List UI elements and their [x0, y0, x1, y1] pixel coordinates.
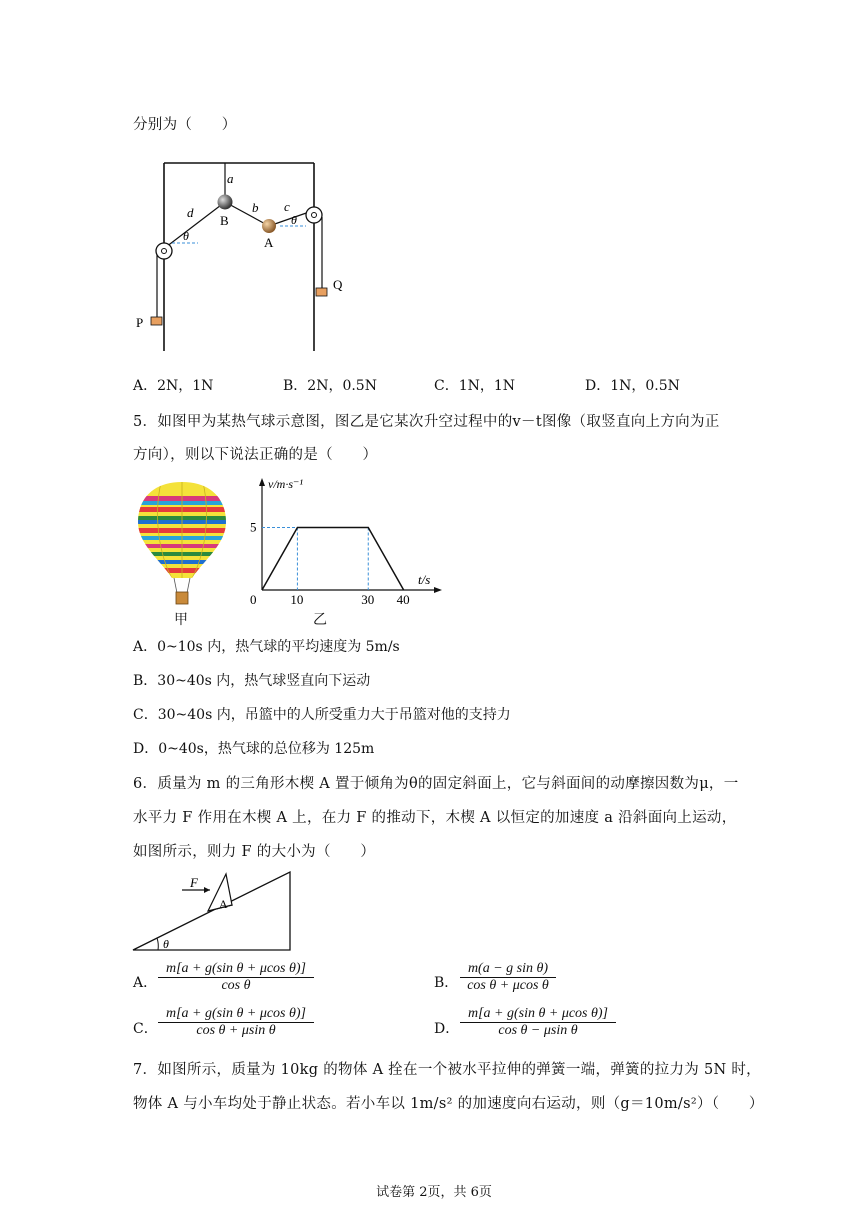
q6-stem-line3: 如图所示，则力 F 的大小为（ ）	[133, 844, 376, 860]
q6-option-a-fraction	[158, 961, 314, 994]
question-continuation: 分别为（ ）	[133, 117, 237, 133]
x-axis-label: t/s	[418, 572, 431, 587]
q6-option-c-numerator: m[a + g(sin θ + μcos θ)]	[158, 1006, 314, 1023]
q6-option-d-label: D．	[434, 1021, 460, 1037]
label-b: b	[252, 200, 259, 215]
q6-option-c-label: C．	[133, 1021, 158, 1037]
x-tick-label: 0	[250, 592, 257, 607]
label-P: P	[136, 315, 144, 330]
x-tick-label: 30	[361, 592, 375, 607]
q6-option-c-fraction	[158, 1006, 314, 1039]
theta-left: θ	[183, 229, 189, 243]
label-B: B	[220, 213, 229, 228]
y-tick-label: 5	[250, 519, 257, 535]
q6-option-d-denominator: cos θ − μsin θ	[498, 1023, 578, 1038]
q6-option-b-numerator: m(a − g sin θ)	[460, 961, 556, 978]
incline-figure	[130, 868, 300, 954]
q7-stem-line2: 物体 A 与小车均处于静止状态。若小车以 1m/s² 的加速度向右运动，则（g＝10m/s²）（ ）	[133, 1096, 764, 1112]
q6-option-b-fraction	[460, 961, 556, 994]
vt-chart	[248, 472, 448, 614]
q5-option-c: C．30~40s 内，吊篮中的人所受重力大于吊篮对他的支持力	[133, 707, 511, 723]
q5-option-a: A．0~10s 内，热气球的平均速度为 5m/s	[133, 639, 400, 655]
q6-option-a-label: A．	[133, 975, 158, 991]
x-tick-label: 40	[396, 592, 410, 607]
q4-option-b: B．2N，0.5N	[283, 378, 377, 394]
wedge-A-label: A	[219, 897, 228, 911]
force-F-label: F	[190, 875, 198, 890]
q6-option-c-denominator: cos θ + μsin θ	[196, 1023, 276, 1038]
q6-option-b-denominator: cos θ + μcos θ	[467, 978, 549, 993]
q4-option-d: D．1N，0.5N	[585, 378, 680, 394]
incline-theta-label: θ	[163, 937, 169, 951]
caption-yi: 乙	[313, 612, 327, 628]
q6-stem-line2: 水平力 F 作用在木楔 A 上，在力 F 的推动下，木楔 A 以恒定的加速度 a 沿斜面向上运动，	[133, 810, 737, 826]
q6-option-a-numerator: m[a + g(sin θ + μcos θ)]	[158, 961, 314, 978]
theta-right: θ	[291, 213, 297, 227]
x-axis-arrow	[434, 587, 442, 593]
q4-option-c: C．1N，1N	[434, 378, 516, 394]
q7-stem-line1: 7．如图所示，质量为 10kg 的物体 A 拴在一个被水平拉伸的弹簧一端，弹簧的拉力为 5N 时，	[133, 1062, 761, 1078]
q5-stem-line1: 5．如图甲为某热气球示意图，图乙是它某次升空过程中的v－t图像（取竖直向上方向为正	[133, 414, 720, 430]
q6-option-d-fraction	[460, 1006, 616, 1039]
q5-option-d: D．0~40s，热气球的总位移为 125m	[133, 741, 375, 757]
x-tick-label: 10	[290, 592, 304, 607]
q5-option-b: B．30~40s 内，热气球竖直向下运动	[133, 673, 371, 689]
q5-stem-line2: 方向），则以下说法正确的是（ ）	[133, 447, 378, 463]
q6-stem-line1: 6．质量为 m 的三角形木楔 A 置于倾角为θ的固定斜面上，它与斜面间的动摩擦因数为μ，一	[133, 776, 739, 792]
label-A: A	[264, 235, 274, 250]
label-c: c	[284, 199, 290, 214]
label-a: a	[227, 171, 234, 186]
y-axis-arrow	[259, 478, 265, 486]
pulley-figure	[128, 155, 368, 360]
label-Q: Q	[333, 277, 343, 292]
caption-jia: 甲	[174, 612, 188, 628]
hot-air-balloon-image	[134, 478, 230, 608]
q6-option-d-numerator: m[a + g(sin θ + μcos θ)]	[460, 1006, 616, 1023]
q6-option-a-denominator: cos θ	[221, 978, 251, 993]
q4-option-a: A．2N，1N	[133, 378, 214, 394]
y-axis-label: v/m·s⁻¹	[268, 477, 303, 491]
vt-series-line	[262, 528, 404, 591]
q6-option-b-label: B．	[434, 975, 459, 991]
page-footer: 试卷第 2页，共 6页	[376, 1185, 492, 1200]
label-d: d	[187, 205, 194, 220]
